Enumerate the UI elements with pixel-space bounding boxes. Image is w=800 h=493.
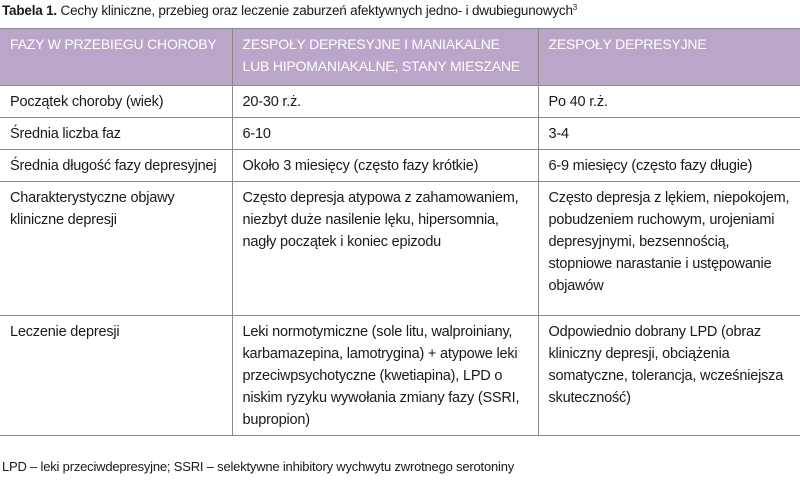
table-row bbox=[0, 150, 800, 182]
bipolar-cell: Około 3 miesięcy (często fazy krótkie) bbox=[232, 150, 538, 182]
table-row bbox=[0, 118, 800, 150]
header-unipolar: ZESPOŁY DEPRESYJNE bbox=[538, 29, 800, 86]
table-row bbox=[0, 86, 800, 118]
unipolar-cell: 3-4 bbox=[538, 118, 800, 150]
header-phases: FAZY W PRZEBIEGU CHOROBY bbox=[0, 29, 232, 86]
unipolar-cell: Po 40 r.ż. bbox=[538, 86, 800, 118]
caption-lead: Tabela 1. bbox=[2, 3, 57, 18]
header-bipolar: ZESPOŁY DEPRESYJNE I MANIAKALNE LUB HIPOMANIAKALNE, STANY MIESZANE bbox=[232, 29, 538, 86]
unipolar-cell: 6-9 miesięcy (często fazy długie) bbox=[538, 150, 800, 182]
table-row bbox=[0, 182, 800, 316]
table-row bbox=[0, 316, 800, 436]
row-label: Średnia długość fazy depresyjnej bbox=[0, 150, 232, 182]
row-label: Początek choroby (wiek) bbox=[0, 86, 232, 118]
table-header-row bbox=[0, 29, 800, 86]
bipolar-cell: 6-10 bbox=[232, 118, 538, 150]
caption-reference: 3 bbox=[572, 3, 578, 12]
row-label: Średnia liczba faz bbox=[0, 118, 232, 150]
bipolar-cell: 20-30 r.ż. bbox=[232, 86, 538, 118]
clinical-features-table bbox=[0, 28, 800, 436]
table-footnote: LPD – leki przeciwdepresyjne; SSRI – selektywne inhibitory wychwytu zwrotnego serotoniny bbox=[2, 459, 515, 474]
unipolar-cell: Często depresja z lękiem, niepokojem, pobudzeniem ruchowym, urojeniami depresyjnymi, bezsennością, stopniowe narastanie i ustępowanie objawów bbox=[538, 182, 800, 316]
table-caption bbox=[2, 3, 577, 18]
bipolar-cell: Często depresja atypowa z zahamowaniem, niezbyt duże nasilenie lęku, hipersomnia, nagły początek i koniec epizodu bbox=[232, 182, 538, 316]
row-label: Leczenie depresji bbox=[0, 316, 232, 436]
bipolar-cell: Leki normotymiczne (sole litu, walproiniany, karbamazepina, lamotrygina) + atypowe leki przeciwpsychotyczne (kwetiapina), LPD o niskim ryzyku wywołania zmiany fazy (SSRI, bupropion) bbox=[232, 316, 538, 436]
unipolar-cell: Odpowiednio dobrany LPD (obraz kliniczny depresji, obciążenia somatyczne, tolerancja, wcześniejsza skuteczność) bbox=[538, 316, 800, 436]
row-label: Charakterystyczne objawy kliniczne depresji bbox=[0, 182, 232, 316]
caption-text: Cechy kliniczne, przebieg oraz leczenie zaburzeń afektywnych jedno- i dwubiegunowych bbox=[56, 3, 573, 18]
